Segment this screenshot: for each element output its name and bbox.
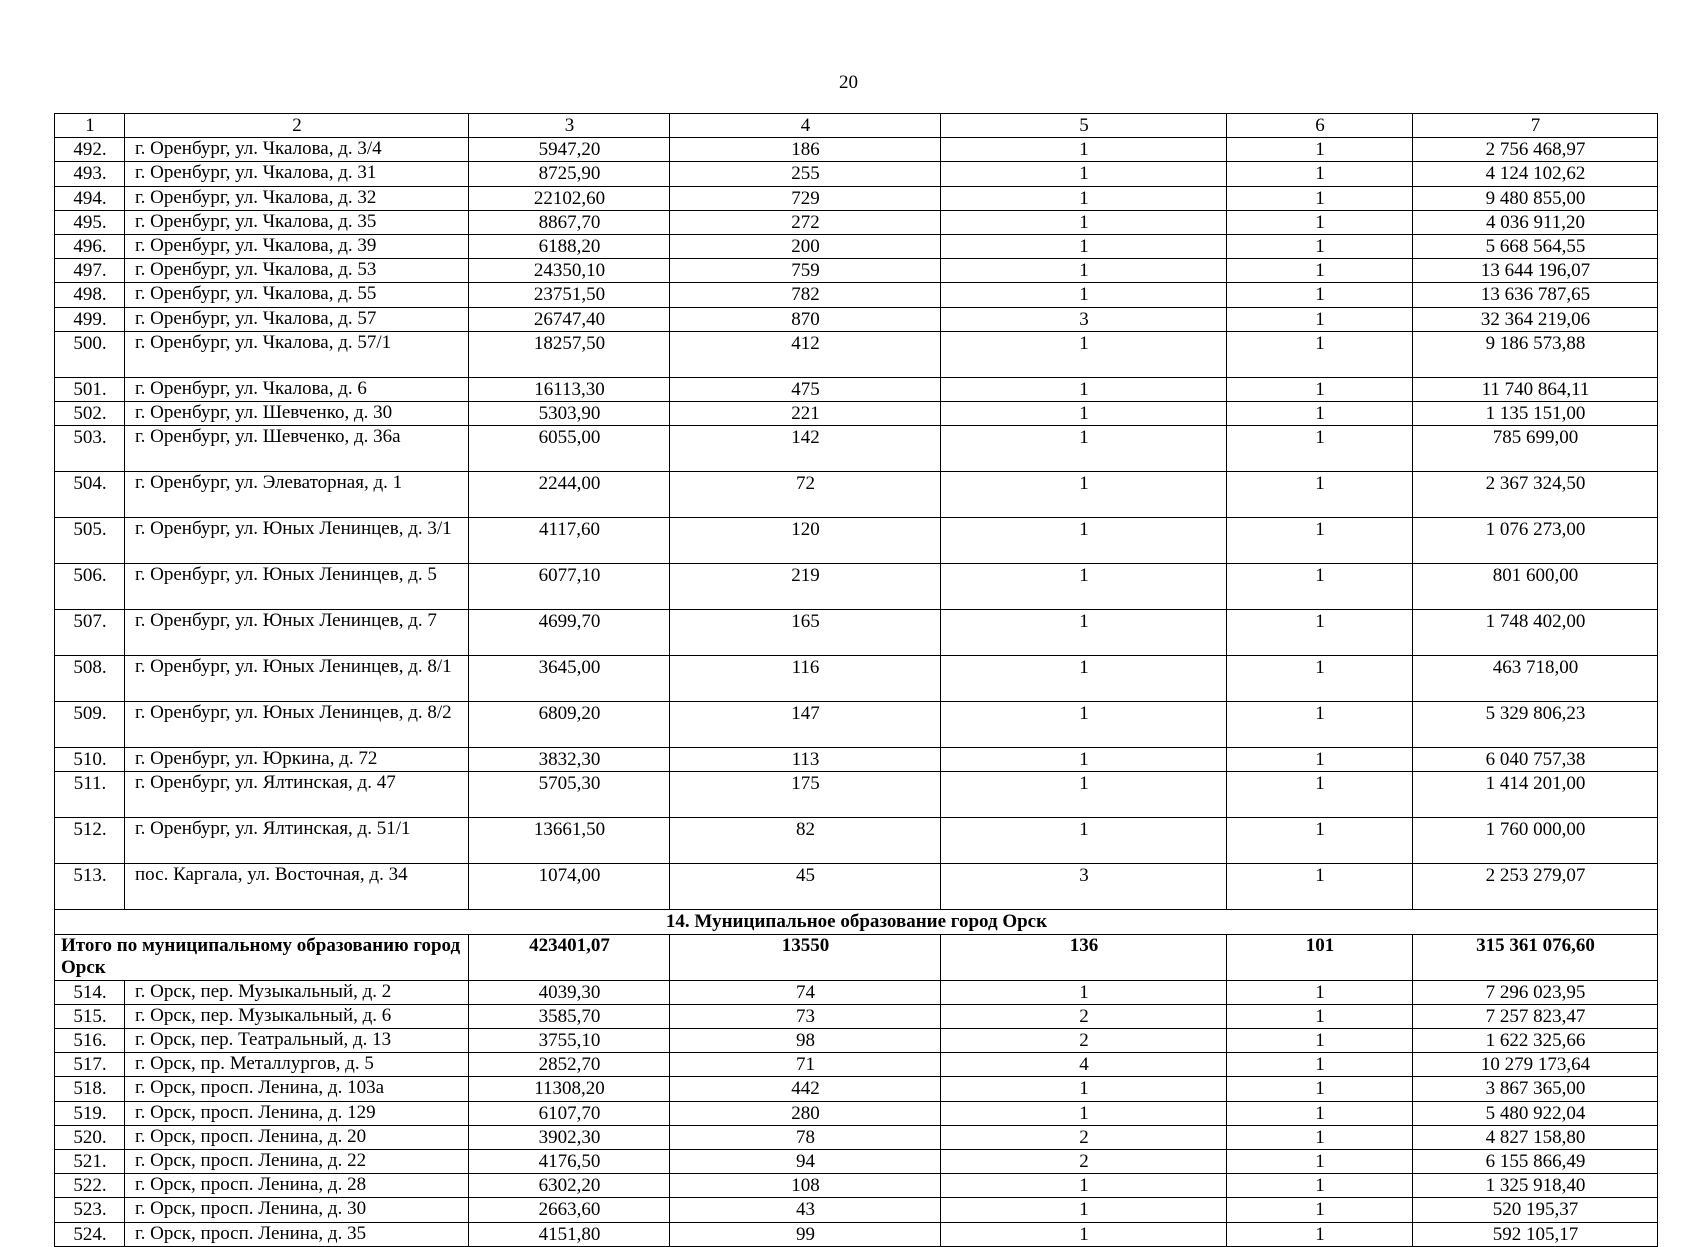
value-cell-5: 2 — [941, 1004, 1227, 1028]
area-cell: 22102,60 — [469, 186, 670, 210]
value-cell-6: 1 — [1227, 402, 1413, 426]
area-cell: 6107,70 — [469, 1101, 670, 1125]
table-row — [55, 259, 1658, 283]
address-cell: г. Оренбург, ул. Чкалова, д. 35 — [125, 210, 469, 234]
row-number: 523. — [55, 1198, 125, 1222]
table-row — [55, 610, 1658, 656]
address-cell: пос. Каргала, ул. Восточная, д. 34 — [125, 864, 469, 910]
table-row — [55, 235, 1658, 259]
row-number: 518. — [55, 1077, 125, 1101]
table-row — [55, 1222, 1658, 1246]
table-row — [55, 283, 1658, 307]
count-cell: 74 — [670, 980, 941, 1004]
count-cell: 475 — [670, 377, 941, 401]
count-cell: 280 — [670, 1101, 941, 1125]
value-cell-6: 1 — [1227, 518, 1413, 564]
value-cell-5: 1 — [941, 980, 1227, 1004]
area-cell: 1074,00 — [469, 864, 670, 910]
value-cell-6: 1 — [1227, 259, 1413, 283]
value-cell-6: 1 — [1227, 1077, 1413, 1101]
count-cell: 113 — [670, 748, 941, 772]
area-cell: 3645,00 — [469, 656, 670, 702]
address-cell: г. Оренбург, ул. Чкалова, д. 53 — [125, 259, 469, 283]
value-cell-5: 3 — [941, 307, 1227, 331]
value-cell-5: 1 — [941, 162, 1227, 186]
count-cell: 71 — [670, 1053, 941, 1077]
address-cell: г. Оренбург, ул. Чкалова, д. 6 — [125, 377, 469, 401]
amount-cell: 1 076 273,00 — [1413, 518, 1658, 564]
row-number: 494. — [55, 186, 125, 210]
total-c3: 423401,07 — [469, 934, 670, 980]
amount-cell: 592 105,17 — [1413, 1222, 1658, 1246]
value-cell-5: 1 — [941, 210, 1227, 234]
value-cell-5: 1 — [941, 772, 1227, 818]
value-cell-6: 1 — [1227, 564, 1413, 610]
row-number: 505. — [55, 518, 125, 564]
amount-cell: 7 296 023,95 — [1413, 980, 1658, 1004]
amount-cell: 1 760 000,00 — [1413, 818, 1658, 864]
total-c5: 136 — [941, 934, 1227, 980]
amount-cell: 2 253 279,07 — [1413, 864, 1658, 910]
row-number: 514. — [55, 980, 125, 1004]
row-number: 522. — [55, 1174, 125, 1198]
row-number: 515. — [55, 1004, 125, 1028]
header-cell: 2 — [125, 114, 469, 138]
amount-cell: 801 600,00 — [1413, 564, 1658, 610]
row-number: 500. — [55, 331, 125, 377]
area-cell: 8725,90 — [469, 162, 670, 186]
area-cell: 4151,80 — [469, 1222, 670, 1246]
amount-cell: 1 414 201,00 — [1413, 772, 1658, 818]
count-cell: 142 — [670, 426, 941, 472]
table-row — [55, 377, 1658, 401]
value-cell-5: 1 — [941, 1077, 1227, 1101]
count-cell: 120 — [670, 518, 941, 564]
value-cell-5: 3 — [941, 864, 1227, 910]
value-cell-6: 1 — [1227, 1053, 1413, 1077]
count-cell: 782 — [670, 283, 941, 307]
row-number: 509. — [55, 702, 125, 748]
area-cell: 26747,40 — [469, 307, 670, 331]
header-cell: 4 — [670, 114, 941, 138]
area-cell: 3755,10 — [469, 1029, 670, 1053]
value-cell-6: 1 — [1227, 235, 1413, 259]
area-cell: 5303,90 — [469, 402, 670, 426]
amount-cell: 9 186 573,88 — [1413, 331, 1658, 377]
table-row — [55, 1150, 1658, 1174]
value-cell-6: 1 — [1227, 210, 1413, 234]
value-cell-5: 4 — [941, 1053, 1227, 1077]
amount-cell: 5 668 564,55 — [1413, 235, 1658, 259]
value-cell-6: 1 — [1227, 748, 1413, 772]
total-c4: 13550 — [670, 934, 941, 980]
area-cell: 6077,10 — [469, 564, 670, 610]
count-cell: 219 — [670, 564, 941, 610]
row-number: 519. — [55, 1101, 125, 1125]
table-row — [55, 210, 1658, 234]
value-cell-6: 1 — [1227, 772, 1413, 818]
value-cell-5: 1 — [941, 283, 1227, 307]
total-c7: 315 361 076,60 — [1413, 934, 1658, 980]
address-cell: г. Орск, пер. Театральный, д. 13 — [125, 1029, 469, 1053]
table-row — [55, 518, 1658, 564]
value-cell-6: 1 — [1227, 1125, 1413, 1149]
row-number: 511. — [55, 772, 125, 818]
value-cell-6: 1 — [1227, 1029, 1413, 1053]
table-row — [55, 980, 1658, 1004]
area-cell: 24350,10 — [469, 259, 670, 283]
value-cell-5: 1 — [941, 656, 1227, 702]
total-label: Итого по муниципальному образованию город Орск — [55, 934, 469, 980]
address-cell: г. Оренбург, ул. Чкалова, д. 32 — [125, 186, 469, 210]
table-row — [55, 307, 1658, 331]
area-cell: 3585,70 — [469, 1004, 670, 1028]
address-cell: г. Орск, пр. Металлургов, д. 5 — [125, 1053, 469, 1077]
section-row — [55, 910, 1658, 934]
value-cell-5: 1 — [941, 402, 1227, 426]
row-number: 508. — [55, 656, 125, 702]
amount-cell: 4 124 102,62 — [1413, 162, 1658, 186]
row-number: 520. — [55, 1125, 125, 1149]
count-cell: 412 — [670, 331, 941, 377]
value-cell-6: 1 — [1227, 472, 1413, 518]
amount-cell: 7 257 823,47 — [1413, 1004, 1658, 1028]
amount-cell: 10 279 173,64 — [1413, 1053, 1658, 1077]
amount-cell: 9 480 855,00 — [1413, 186, 1658, 210]
count-cell: 165 — [670, 610, 941, 656]
amount-cell: 13 636 787,65 — [1413, 283, 1658, 307]
amount-cell: 11 740 864,11 — [1413, 377, 1658, 401]
address-cell: г. Оренбург, ул. Чкалова, д. 55 — [125, 283, 469, 307]
table-row — [55, 1053, 1658, 1077]
area-cell: 4117,60 — [469, 518, 670, 564]
value-cell-5: 1 — [941, 702, 1227, 748]
row-number: 492. — [55, 138, 125, 162]
area-cell: 4176,50 — [469, 1150, 670, 1174]
value-cell-5: 1 — [941, 748, 1227, 772]
count-cell: 200 — [670, 235, 941, 259]
area-cell: 11308,20 — [469, 1077, 670, 1101]
table-row — [55, 1174, 1658, 1198]
area-cell: 4699,70 — [469, 610, 670, 656]
value-cell-6: 1 — [1227, 1150, 1413, 1174]
total-row — [55, 934, 1658, 980]
row-number: 504. — [55, 472, 125, 518]
row-number: 496. — [55, 235, 125, 259]
area-cell: 6055,00 — [469, 426, 670, 472]
address-cell: г. Орск, просп. Ленина, д. 28 — [125, 1174, 469, 1198]
count-cell: 272 — [670, 210, 941, 234]
table-row — [55, 748, 1658, 772]
value-cell-6: 1 — [1227, 186, 1413, 210]
table-row — [55, 162, 1658, 186]
value-cell-6: 1 — [1227, 1101, 1413, 1125]
table-row — [55, 1101, 1658, 1125]
count-cell: 108 — [670, 1174, 941, 1198]
area-cell: 5705,30 — [469, 772, 670, 818]
table-row — [55, 818, 1658, 864]
row-number: 506. — [55, 564, 125, 610]
value-cell-6: 1 — [1227, 307, 1413, 331]
address-cell: г. Орск, просп. Ленина, д. 30 — [125, 1198, 469, 1222]
amount-cell: 2 756 468,97 — [1413, 138, 1658, 162]
amount-cell: 463 718,00 — [1413, 656, 1658, 702]
address-cell: г. Оренбург, ул. Чкалова, д. 57/1 — [125, 331, 469, 377]
section-title: 14. Муниципальное образование город Орск — [55, 910, 1658, 934]
count-cell: 45 — [670, 864, 941, 910]
value-cell-6: 1 — [1227, 162, 1413, 186]
row-number: 503. — [55, 426, 125, 472]
total-c6: 101 — [1227, 934, 1413, 980]
address-cell: г. Орск, просп. Ленина, д. 129 — [125, 1101, 469, 1125]
amount-cell: 2 367 324,50 — [1413, 472, 1658, 518]
address-cell: г. Оренбург, ул. Шевченко, д. 36а — [125, 426, 469, 472]
value-cell-5: 1 — [941, 426, 1227, 472]
value-cell-6: 1 — [1227, 864, 1413, 910]
count-cell: 759 — [670, 259, 941, 283]
amount-cell: 6 155 866,49 — [1413, 1150, 1658, 1174]
value-cell-6: 1 — [1227, 331, 1413, 377]
value-cell-6: 1 — [1227, 980, 1413, 1004]
table-row — [55, 1004, 1658, 1028]
value-cell-5: 2 — [941, 1150, 1227, 1174]
value-cell-6: 1 — [1227, 1004, 1413, 1028]
address-cell: г. Орск, пер. Музыкальный, д. 2 — [125, 980, 469, 1004]
value-cell-5: 1 — [941, 1101, 1227, 1125]
value-cell-5: 1 — [941, 186, 1227, 210]
header-cell: 6 — [1227, 114, 1413, 138]
value-cell-5: 1 — [941, 472, 1227, 518]
address-cell: г. Оренбург, ул. Юркина, д. 72 — [125, 748, 469, 772]
count-cell: 116 — [670, 656, 941, 702]
amount-cell: 4 036 911,20 — [1413, 210, 1658, 234]
table-row — [55, 472, 1658, 518]
amount-cell: 785 699,00 — [1413, 426, 1658, 472]
value-cell-5: 1 — [941, 1174, 1227, 1198]
count-cell: 729 — [670, 186, 941, 210]
area-cell: 4039,30 — [469, 980, 670, 1004]
value-cell-6: 1 — [1227, 283, 1413, 307]
value-cell-5: 1 — [941, 1198, 1227, 1222]
row-number: 499. — [55, 307, 125, 331]
amount-cell: 1 748 402,00 — [1413, 610, 1658, 656]
table-row — [55, 864, 1658, 910]
row-number: 502. — [55, 402, 125, 426]
table-row — [55, 426, 1658, 472]
amount-cell: 4 827 158,80 — [1413, 1125, 1658, 1149]
row-number: 498. — [55, 283, 125, 307]
area-cell: 8867,70 — [469, 210, 670, 234]
value-cell-6: 1 — [1227, 426, 1413, 472]
value-cell-5: 1 — [941, 610, 1227, 656]
value-cell-6: 1 — [1227, 818, 1413, 864]
value-cell-5: 1 — [941, 331, 1227, 377]
area-cell: 5947,20 — [469, 138, 670, 162]
header-row — [55, 114, 1658, 138]
row-number: 513. — [55, 864, 125, 910]
area-cell: 2852,70 — [469, 1053, 670, 1077]
address-cell: г. Оренбург, ул. Чкалова, д. 3/4 — [125, 138, 469, 162]
count-cell: 94 — [670, 1150, 941, 1174]
row-number: 517. — [55, 1053, 125, 1077]
count-cell: 147 — [670, 702, 941, 748]
row-number: 493. — [55, 162, 125, 186]
amount-cell: 32 364 219,06 — [1413, 307, 1658, 331]
value-cell-5: 1 — [941, 518, 1227, 564]
value-cell-5: 1 — [941, 1222, 1227, 1246]
area-cell: 23751,50 — [469, 283, 670, 307]
amount-cell: 520 195,37 — [1413, 1198, 1658, 1222]
address-cell: г. Орск, просп. Ленина, д. 35 — [125, 1222, 469, 1246]
value-cell-6: 1 — [1227, 656, 1413, 702]
address-cell: г. Оренбург, ул. Юных Ленинцев, д. 8/2 — [125, 702, 469, 748]
value-cell-6: 1 — [1227, 1174, 1413, 1198]
count-cell: 78 — [670, 1125, 941, 1149]
area-cell: 13661,50 — [469, 818, 670, 864]
count-cell: 175 — [670, 772, 941, 818]
address-cell: г. Оренбург, ул. Юных Ленинцев, д. 8/1 — [125, 656, 469, 702]
area-cell: 2244,00 — [469, 472, 670, 518]
count-cell: 73 — [670, 1004, 941, 1028]
header-cell: 7 — [1413, 114, 1658, 138]
address-cell: г. Оренбург, ул. Юных Ленинцев, д. 3/1 — [125, 518, 469, 564]
address-cell: г. Оренбург, ул. Чкалова, д. 39 — [125, 235, 469, 259]
table-row — [55, 702, 1658, 748]
table-row — [55, 564, 1658, 610]
address-cell: г. Оренбург, ул. Чкалова, д. 31 — [125, 162, 469, 186]
amount-cell: 5 329 806,23 — [1413, 702, 1658, 748]
count-cell: 99 — [670, 1222, 941, 1246]
row-number: 521. — [55, 1150, 125, 1174]
header-cell: 5 — [941, 114, 1227, 138]
row-number: 507. — [55, 610, 125, 656]
row-number: 516. — [55, 1029, 125, 1053]
address-cell: г. Орск, просп. Ленина, д. 103а — [125, 1077, 469, 1101]
address-cell: г. Орск, пер. Музыкальный, д. 6 — [125, 1004, 469, 1028]
area-cell: 3832,30 — [469, 748, 670, 772]
area-cell: 3902,30 — [469, 1125, 670, 1149]
amount-cell: 5 480 922,04 — [1413, 1101, 1658, 1125]
amount-cell: 6 040 757,38 — [1413, 748, 1658, 772]
address-cell: г. Оренбург, ул. Ялтинская, д. 47 — [125, 772, 469, 818]
address-cell: г. Оренбург, ул. Элеваторная, д. 1 — [125, 472, 469, 518]
table-row — [55, 331, 1658, 377]
register-table — [54, 113, 1658, 1247]
value-cell-5: 1 — [941, 235, 1227, 259]
table-row — [55, 1029, 1658, 1053]
value-cell-6: 1 — [1227, 377, 1413, 401]
value-cell-6: 1 — [1227, 1222, 1413, 1246]
address-cell: г. Оренбург, ул. Юных Ленинцев, д. 5 — [125, 564, 469, 610]
value-cell-6: 1 — [1227, 138, 1413, 162]
address-cell: г. Оренбург, ул. Ялтинская, д. 51/1 — [125, 818, 469, 864]
table-row — [55, 1125, 1658, 1149]
amount-cell: 13 644 196,07 — [1413, 259, 1658, 283]
count-cell: 186 — [670, 138, 941, 162]
address-cell: г. Оренбург, ул. Шевченко, д. 30 — [125, 402, 469, 426]
area-cell: 16113,30 — [469, 377, 670, 401]
table-row — [55, 1198, 1658, 1222]
table-row — [55, 402, 1658, 426]
row-number: 524. — [55, 1222, 125, 1246]
amount-cell: 1 325 918,40 — [1413, 1174, 1658, 1198]
row-number: 497. — [55, 259, 125, 283]
row-number: 501. — [55, 377, 125, 401]
area-cell: 6302,20 — [469, 1174, 670, 1198]
count-cell: 255 — [670, 162, 941, 186]
count-cell: 72 — [670, 472, 941, 518]
count-cell: 43 — [670, 1198, 941, 1222]
count-cell: 870 — [670, 307, 941, 331]
row-number: 510. — [55, 748, 125, 772]
value-cell-5: 1 — [941, 259, 1227, 283]
count-cell: 442 — [670, 1077, 941, 1101]
row-number: 512. — [55, 818, 125, 864]
count-cell: 221 — [670, 402, 941, 426]
value-cell-5: 1 — [941, 377, 1227, 401]
value-cell-6: 1 — [1227, 610, 1413, 656]
amount-cell: 3 867 365,00 — [1413, 1077, 1658, 1101]
count-cell: 82 — [670, 818, 941, 864]
value-cell-6: 1 — [1227, 702, 1413, 748]
address-cell: г. Орск, просп. Ленина, д. 20 — [125, 1125, 469, 1149]
value-cell-5: 1 — [941, 138, 1227, 162]
table-row — [55, 186, 1658, 210]
area-cell: 6809,20 — [469, 702, 670, 748]
table-row — [55, 656, 1658, 702]
value-cell-5: 2 — [941, 1029, 1227, 1053]
value-cell-6: 1 — [1227, 1198, 1413, 1222]
table-row — [55, 1077, 1658, 1101]
address-cell: г. Орск, просп. Ленина, д. 22 — [125, 1150, 469, 1174]
area-cell: 2663,60 — [469, 1198, 670, 1222]
area-cell: 18257,50 — [469, 331, 670, 377]
table-row — [55, 772, 1658, 818]
value-cell-5: 1 — [941, 818, 1227, 864]
row-number: 495. — [55, 210, 125, 234]
header-cell: 3 — [469, 114, 670, 138]
address-cell: г. Оренбург, ул. Чкалова, д. 57 — [125, 307, 469, 331]
table-row — [55, 138, 1658, 162]
area-cell: 6188,20 — [469, 235, 670, 259]
amount-cell: 1 622 325,66 — [1413, 1029, 1658, 1053]
header-cell: 1 — [55, 114, 125, 138]
count-cell: 98 — [670, 1029, 941, 1053]
address-cell: г. Оренбург, ул. Юных Ленинцев, д. 7 — [125, 610, 469, 656]
value-cell-5: 1 — [941, 564, 1227, 610]
page-number: 20 — [839, 72, 858, 93]
amount-cell: 1 135 151,00 — [1413, 402, 1658, 426]
value-cell-5: 2 — [941, 1125, 1227, 1149]
